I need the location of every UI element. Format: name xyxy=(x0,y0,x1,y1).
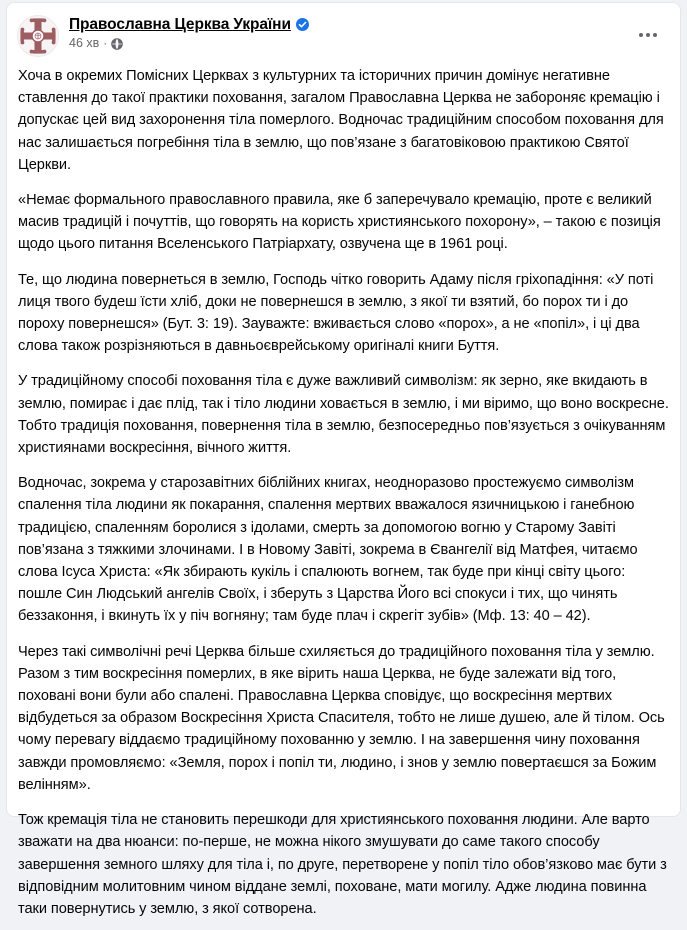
post-paragraph: У традиційному способі поховання тіла є дуже важливий символізм: як зерно, яке вкидають в землю, помирає і дає плід, так і тіло людини ховається в землю, і ми віримо, що воно воскресне. Тобто традиція поховання, повернення тіла в землю, безпосередньо пов’язується з очікуванням християнами воскресіння, вічного життя. xyxy=(18,373,669,457)
globe-icon[interactable] xyxy=(111,38,123,50)
post-card xyxy=(6,2,681,917)
page-name-link[interactable]: Православна Церква України xyxy=(69,16,291,33)
avatar[interactable] xyxy=(17,15,59,57)
meta-separator: · xyxy=(103,36,108,50)
post-paragraph: Водночас, зокрема у старозавітних біблійних книгах, неодноразово простежуємо символізм спалення тіла людини як покарання, спалення мертвих вважалося язичницькою і ганебною традицією, спаленням боролися з ідолами, смерть за допомогою вогню у Старому Завіті пов’язана з тяжкими злочинами. І в Новому Завіті, зокрема в Євангелії від Матфея, читаємо слова Ісуса Христа: «Як збирають кукіль і спалюють вогнем, так буде при кінці світу цього: пошле Син Людський ангелів Своїх, і зберуть з Царства Його всі спокуси і тих, що чинять беззаконня, і вкинуть їх у піч вогняну; там буде плач і скрегіт зубів» (Мф. 13: 40 – 42). xyxy=(18,475,638,625)
post-meta xyxy=(69,36,309,51)
ellipsis-dot xyxy=(653,33,657,37)
post-more-options-button[interactable] xyxy=(632,19,664,51)
verified-badge-icon xyxy=(296,18,309,31)
post-paragraph: Тож кремація тіла не становить перешкоди для християнського поховання людини. Але варто зважати на два нюанси: по-перше, не можна нікого змушувати до саме такого способу завершення земного шляху для тіла і, по друге, перетворене у попіл тіло обов’язково має бути з відповідним молитовним чином віддане землі, поховане, мати могилу. Адже людина повинна таки повернутись у землю, з якої сотворена. xyxy=(18,812,667,917)
post-timestamp[interactable]: 46 хв xyxy=(69,36,100,50)
orthodox-cross-emblem-icon xyxy=(19,17,57,55)
post-paragraph: Хоча в окремих Помісних Церквах з культурних та історичних причин домінує негативне ставлення до такої практики поховання, загалом Православна Церква не забороняє кремацію і допускає цей вид захоронення тіла померлого. Водночас традиційним способом поховання для нас залишається погребіння тіла в землю, що пов’язане з багатовіковою практикою Святої Церкви. xyxy=(18,68,664,173)
ellipsis-dot xyxy=(639,33,643,37)
post-header xyxy=(7,3,680,59)
post-paragraph: «Немає формального православного правила, яке б заперечувало кремацію, проте є великий масив традицій і почуттів, що говорять на користь християнського похорону», – такою є позиція щодо цього питання Вселенського Патріархату, озвучена ще в 1961 році. xyxy=(18,192,661,253)
name-row xyxy=(69,16,309,33)
ellipsis-dot xyxy=(646,33,650,37)
post-paragraph: Через такі символічні речі Церква більше схиляється до традиційного поховання тіла у землю. Разом з тим воскресіння померлих, в яке вірить наша Церква, не буде залежати від того, поховані вони були або спалені. Православна Церква сповідує, що воскресіння мертвих відбудеться за образом Воскресіння Христа Спасителя, тобто не лише душею, але й тілом. Ось чому перевагу віддаємо традиційному похованню у землю. І на завершення чину поховання завжди промовляємо: «Земля, порох і попіл ти, людино, і знов у землю повертаєшся за Божим велінням». xyxy=(18,643,665,793)
header-text xyxy=(69,15,309,51)
post-paragraph: Те, що людина повернеться в землю, Господь чітко говорить Адаму після гріхопадіння: «У поті лиця твого будеш їсти хліб, доки не повернешся в землю, з якої ти взятий, бо порох ти і до пороху повернешся» (Бут. 3: 19). Зауважте: вживається слово «порох», а не «попіл», і ці два слова також розрізняються в давньоєврейському оригіналі книги Буття. xyxy=(18,271,654,355)
post-body xyxy=(7,59,680,930)
